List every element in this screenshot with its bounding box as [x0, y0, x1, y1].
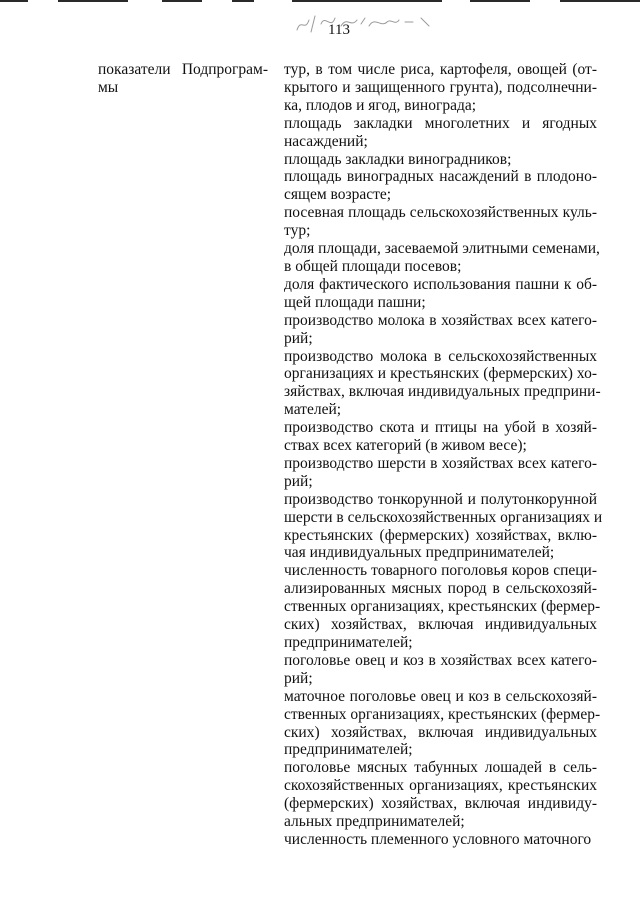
- indicator-line: ских) хозяйствах, включая индивидуальных: [284, 723, 597, 741]
- indicator-entry: [284, 312, 597, 348]
- indicator-line: ствах всех категорий (в живом весе);: [284, 437, 527, 455]
- indicator-line: ализированных мясных пород в сельскохозяй-: [284, 580, 597, 598]
- indicator-line: тур, в том числе риса, картофеля, овощей (от-: [284, 61, 597, 78]
- indicator-line: производство тонкорунной и полутонкорунной: [284, 490, 597, 508]
- indicator-line: рий;: [284, 669, 313, 687]
- indicator-line: скохозяйственных организациях, крестьянских: [284, 777, 597, 795]
- indicator-line: чая индивидуальных предпринимателей;: [284, 544, 555, 562]
- indicator-line: щей площади пашни;: [284, 293, 426, 311]
- indicator-line: рий;: [284, 472, 313, 490]
- indicator-line: маточное поголовье овец и коз в сельскохозяй-: [284, 687, 597, 705]
- indicator-entry: [284, 276, 597, 312]
- row-label: [98, 61, 268, 97]
- indicator-line: ственных организациях, крестьянских (фермер-: [284, 598, 601, 616]
- indicator-entry: [284, 652, 597, 688]
- indicator-line: крытого и защищенного грунта), подсолнечни-: [284, 78, 597, 96]
- indicator-line: численность племенного условного маточного: [284, 830, 592, 848]
- indicator-entry: [284, 61, 597, 115]
- label-word-continuation: мы: [98, 79, 119, 96]
- indicator-line: производство молока в хозяйствах всех катего-: [284, 311, 597, 329]
- indicator-line: предпринимателей;: [284, 741, 413, 759]
- indicator-entry: [284, 115, 597, 151]
- indicator-line: зяйствах, включая индивидуальных предприни-: [284, 383, 601, 401]
- indicator-line: площадь закладки виноградников;: [284, 150, 512, 168]
- indicator-line: посевная площадь сельскохозяйственных куль-: [284, 204, 597, 222]
- indicator-list: [284, 61, 603, 849]
- indicator-line: (фермерских) хозяйствах, включая индивиду-: [284, 795, 597, 813]
- page-number: 113: [328, 22, 350, 38]
- indicator-entry: [284, 687, 601, 760]
- indicator-line: производство молока в сельскохозяйственных: [284, 347, 597, 365]
- indicator-line: сящем возрасте;: [284, 186, 392, 204]
- indicator-line: производство скота и птицы на убой в хозяй-: [284, 419, 597, 437]
- indicator-entry: [284, 455, 597, 491]
- indicator-line: численность товарного поголовья коров специ-: [284, 562, 597, 580]
- indicator-line: ка, плодов и ягод, винограда;: [284, 96, 477, 114]
- indicator-line: ственных организациях, крестьянских (фермер-: [284, 705, 601, 723]
- indicator-line: производство шерсти в хозяйствах всех катего-: [284, 454, 597, 472]
- indicator-line: предпринимателей;: [284, 634, 413, 651]
- indicator-line: тур;: [284, 222, 311, 240]
- indicator-line: насаждений;: [284, 132, 368, 150]
- indicator-line: доля площади, засеваемой элитными семенами,: [284, 240, 600, 258]
- indicator-entry: [284, 347, 601, 420]
- scan-top-edge: [0, 0, 640, 2]
- indicator-line: альных предпринимателей;: [284, 813, 465, 831]
- indicator-entry: [284, 490, 603, 563]
- indicator-line: доля фактического использования пашни к об-: [284, 275, 597, 293]
- indicator-entry: [284, 759, 597, 831]
- indicator-entry: [284, 204, 597, 240]
- indicator-line: площадь закладки многолетних и ягодных: [284, 114, 597, 132]
- indicator-entry: [284, 240, 600, 276]
- label-word-indicators: показатели: [98, 61, 171, 78]
- indicator-line: в общей площади посевов;: [284, 257, 462, 275]
- indicator-line: организациях и крестьянских (фермерских) хо-: [284, 365, 597, 383]
- indicator-line: рий;: [284, 329, 313, 347]
- indicator-entry: [284, 419, 597, 455]
- indicator-entry: [284, 831, 597, 849]
- indicator-line: площадь виноградных насаждений в плодоно-: [284, 168, 597, 186]
- indicator-line: поголовье овец и коз в хозяйствах всех катего-: [284, 651, 597, 669]
- label-word-subprogram: Подпрограм-: [181, 61, 268, 78]
- indicator-entry: [284, 168, 597, 204]
- indicator-line: ских) хозяйствах, включая индивидуальных: [284, 616, 597, 634]
- indicator-line: крестьянских (фермерских) хозяйствах, вклю-: [284, 526, 597, 544]
- indicator-line: шерсти в сельскохозяйственных организациях и: [284, 508, 603, 526]
- indicator-entry: [284, 151, 597, 169]
- indicator-line: поголовье мясных табунных лошадей в сель-: [284, 759, 597, 777]
- indicator-entry: [284, 562, 601, 652]
- indicator-line: мателей;: [284, 401, 342, 419]
